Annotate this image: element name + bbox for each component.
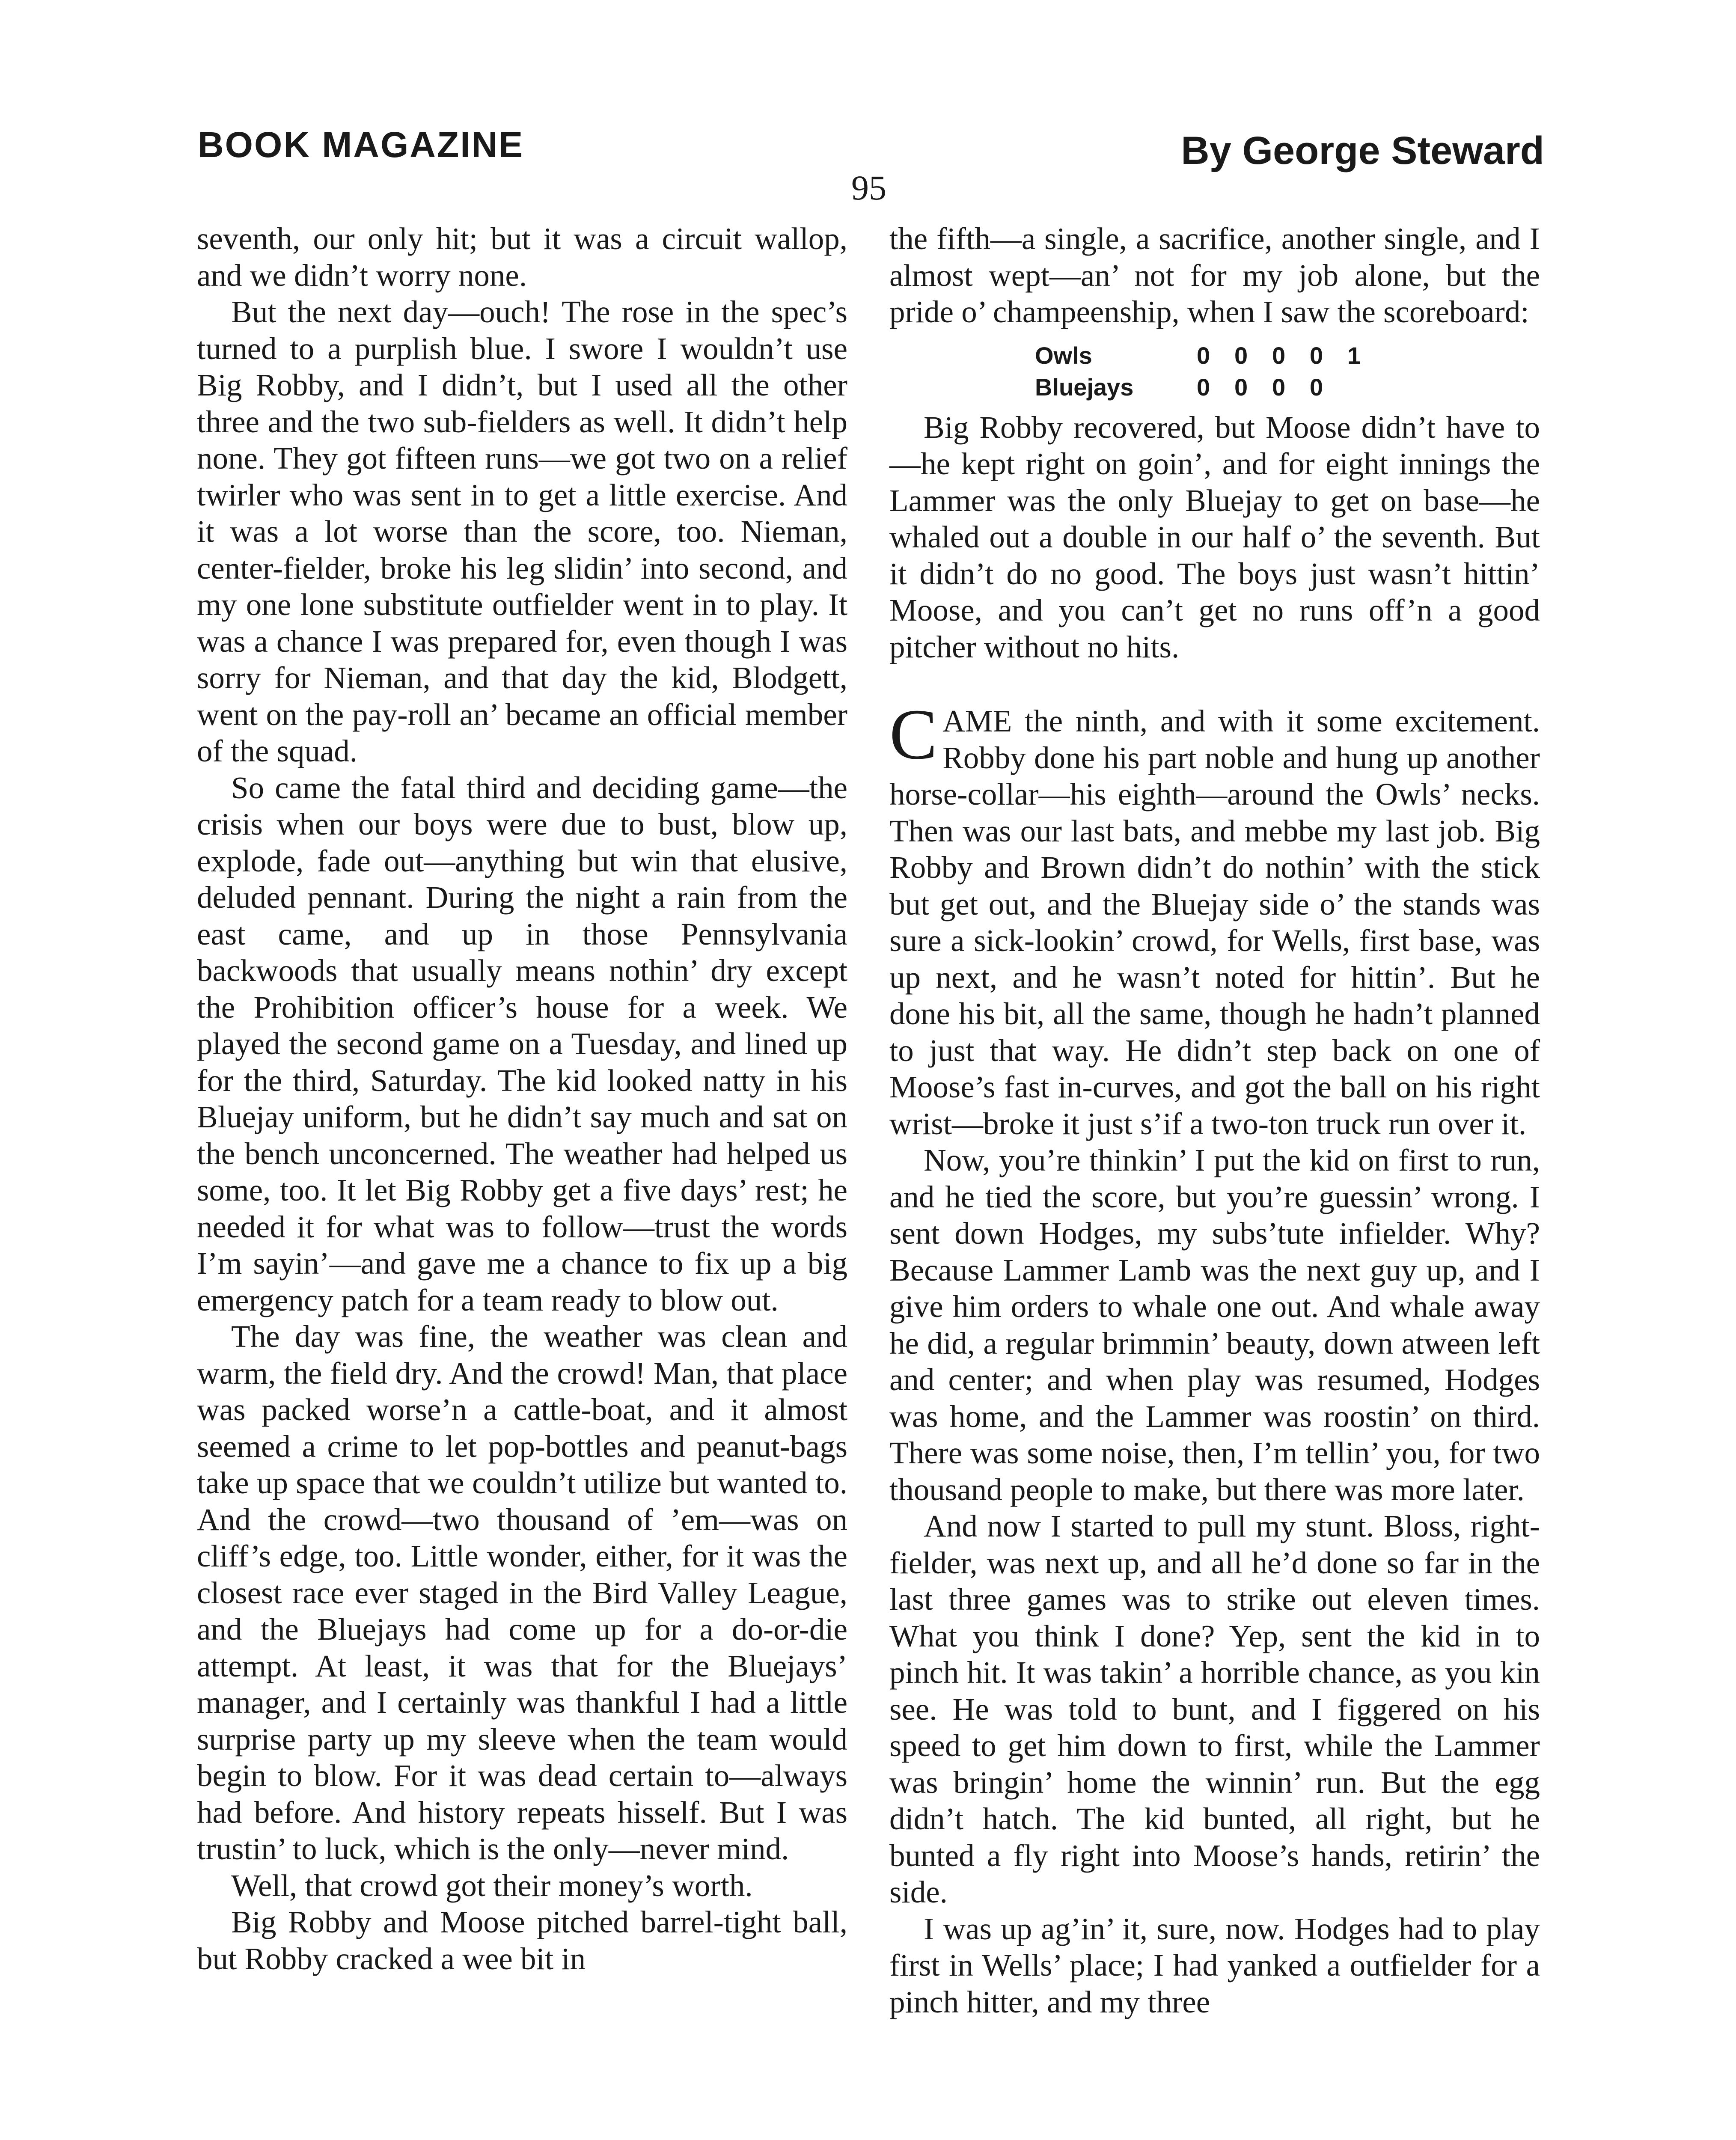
inning-score: 0 — [1272, 342, 1286, 369]
paragraph: seventh, our only hit; but it was a circuit wallop, and we didn’t worry none. — [197, 221, 847, 293]
page-number: 95 — [851, 168, 886, 207]
drop-cap: C — [889, 695, 938, 774]
paragraph: Big Robby and Moose pitched barrel-tight ball, but Robby cracked a wee bit in — [197, 1905, 847, 1976]
left-column — [197, 220, 847, 1977]
inning-score: 0 — [1197, 342, 1210, 369]
paragraph: I was up ag’in’ it, sure, now. Hodges had to play first in Wells’ place; I had yanked a outfielder for a pinch hitter, and my three — [889, 1911, 1540, 2019]
section-break — [889, 665, 1540, 703]
paragraph: Big Robby recovered, but Moose didn’t have to—he kept right on goin’, and for eight innings the Lammer was the only Bluejay to get on base—he whaled out a double in our half o’ the seventh. But it didn’t do no good. The boys just wasn’t hittin’ Moose, and you can’t get no runs off’n a good pitcher without no hits. — [889, 410, 1540, 664]
scoreboard — [1035, 340, 1385, 403]
scoreboard-row — [1035, 340, 1385, 372]
running-head-author: By George Steward — [1181, 129, 1544, 172]
inning-score: 0 — [1234, 373, 1248, 401]
team-name: Bluejays — [1035, 373, 1134, 401]
running-head-title: BOOK MAGAZINE — [198, 125, 524, 165]
inning-score: 0 — [1272, 373, 1286, 401]
paragraph: Now, you’re thinkin’ I put the kid on first to run, and he tied the score, but you’re guessin’ wrong. I sent down Hodges, my subs’tute infielder. Why? Because Lammer Lamb was the next guy up, and I give him orders to whale one out. And whale away he did, a regular brimmin’ beauty, down atween left and center; and when play was resumed, Hodges was home, and the Lammer was roostin’ on third. There was some noise, then, I’m tellin’ you, for two thousand people to make, but there was more later. — [889, 1143, 1540, 1507]
section-opening-paragraph — [889, 695, 1540, 1142]
paragraph: So came the fatal third and deciding game—the crisis when our boys were due to bust, blow up, explode, fade out—anything but win that elusive, deluded pennant. During the night a rain from the east came, and up in those Pennsylvania backwoods that usually means nothin’ dry except the Prohibition officer’s house for a week. We played the second game on a Tuesday, and lined up for the third, Saturday. The kid looked natty in his Bluejay uniform, but he didn’t say much and sat on the bench unconcerned. The weather had helped us some, too. It let Big Robby get a five days’ rest; he needed it for what was to follow—trust the words I’m sayin’—and gave me a chance to fix up a big emergency patch for a team ready to blow out. — [197, 770, 847, 1317]
inning-score-empty — [1347, 372, 1385, 403]
paragraph: Well, that crowd got their money’s worth. — [231, 1868, 753, 1903]
paragraph: the fifth—a single, a sacrifice, another single, and I almost wept—an’ not for my job alone, but the pride o’ champeenship, when I saw the scoreboard: — [889, 221, 1540, 329]
inning-score: 0 — [1310, 342, 1323, 369]
paragraph-text: AME the ninth, and with it some excitement. Robby done his part noble and hung up another horse-collar—his eighth—around the Owls’ necks. Then was our last bats, and mebbe my last job. Big Robby and Brown didn’t do nothin’ with the stick but get out, and the Bluejay side o’ the stands was sure a sick-lookin’ crowd, for Wells, first base, was up next, and he wasn’t noted for hittin’. But he done his bit, all the same, though he hadn’t planned to just that way. He didn’t step back on one of Moose’s fast in-curves, and got the ball on his right wrist—broke it just s’if a two-ton truck run over it. — [889, 704, 1540, 1141]
inning-score: 0 — [1234, 342, 1248, 369]
paragraph: The day was fine, the weather was clean and warm, the field dry. And the crowd! Man, that place was packed worse’n a cattle-boat, and it almost seemed a crime to let pop-bottles and peanut-bags take up space that we couldn’t utilize but wanted to. And the crowd—two thousand of ’em—was on cliff’s edge, too. Little wonder, either, for it was the closest race ever staged in the Bird Valley League, and the Bluejays had come up for a do-or-die attempt. At least, it was that for the Bluejays’ manager, and I certainly was thankful I had a little surprise party up my sleeve when the team would begin to blow. For it was dead certain to—always had before. And history repeats hisself. But I was trustin’ to luck, which is the only—never mind. — [197, 1319, 847, 1866]
inning-score: 0 — [1310, 373, 1323, 401]
paragraph: But the next day—ouch! The rose in the spec’s turned to a purplish blue. I swore I wouldn’t use Big Robby, and I didn’t, but I used all the other three and the two sub-fielders as well. It didn’t help none. They got fifteen runs—we got two on a relief twirler who was sent in to get a little exercise. And it was a lot worse than the score, too. Nieman, center-fielder, broke his leg slidin’ into second, and my one lone substitute outfielder went in to play. It was a chance I was prepared for, even though I was sorry for Nieman, and that day the kid, Blodgett, went on the pay-roll an’ became an official member of the squad. — [197, 294, 847, 768]
scoreboard-row — [1035, 372, 1385, 403]
paragraph: And now I started to pull my stunt. Bloss, right-fielder, was next up, and all he’d done so far in the last three games was to strike out eleven times. What you think I done? Yep, sent the kid in to pinch hit. It was takin’ a horrible chance, as you kin see. He was told to bunt, and I figgered on his speed to get him down to first, while the Lammer was bringin’ home the winnin’ run. But the egg didn’t hatch. The kid bunted, all right, but he bunted a fly right into Moose’s hands, retirin’ the side. — [889, 1509, 1540, 1909]
inning-score: 1 — [1347, 342, 1361, 369]
inning-score: 0 — [1197, 373, 1210, 401]
right-column — [889, 220, 1540, 2020]
team-name: Owls — [1035, 342, 1092, 369]
